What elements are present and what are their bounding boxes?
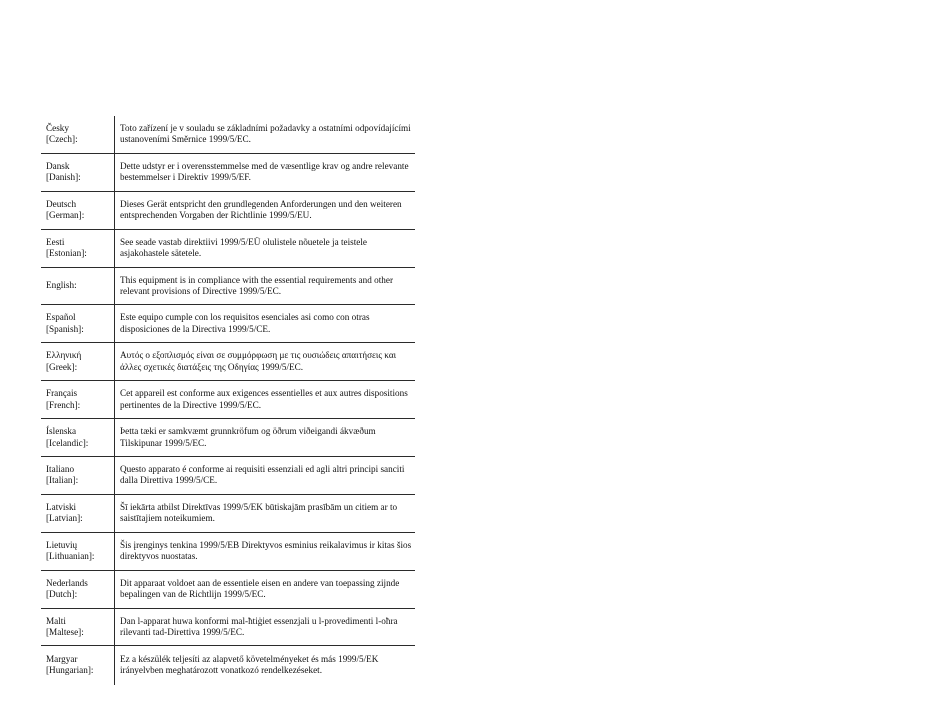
language-cell [46,230,112,267]
language-cell [46,192,112,229]
language-name: Malti [46,615,66,626]
language-english-name: [German]: [46,210,85,221]
declaration-cell [120,609,412,646]
language-english-name: [Italian]: [46,475,79,486]
declaration-cell [120,646,412,684]
declaration-text: Šī iekārta atbilst Direktīvas 1999/5/EK būtiskajām prasībām un citiem ar to saistītajiem noteikumiem. [120,501,398,524]
language-english-name: [Greek]: [46,361,78,372]
language-english-name: [Spanish]: [46,323,84,334]
declaration-text: Toto zařízení je v souladu se základními požadavky a ostatními odpovídajícími ustanoveními Směrnice 1999/5/EC. [120,122,411,145]
language-cell [46,533,112,570]
language-cell [46,495,112,532]
declaration-text: This equipment is in compliance with the essential requirements and other relevant provisions of Directive 1999/5/EC. [120,274,394,296]
table-row [41,305,415,343]
declaration-text: Questo apparato é conforme ai requisiti essenziali ed agli altri principi sanciti dalla Direttiva 1999/5/CE. [120,463,405,486]
table-row [41,571,415,609]
language-name: Ελληνική [46,350,82,361]
declaration-cell [120,154,412,191]
table-row [41,609,415,647]
language-cell [46,305,112,342]
declaration-cell [120,343,412,380]
language-cell [46,116,112,153]
language-name: Íslenska [46,426,77,437]
table-row [41,230,415,268]
language-name: Lietuvių [46,539,78,550]
language-english-name: [French]: [46,399,81,410]
language-cell [46,268,112,305]
declaration-cell [120,571,412,608]
language-name: Česky [46,122,69,133]
declaration-text: Dieses Gerät entspricht den grundlegenden Anforderungen und den weiteren entsprechenden Vorgaben der Richtlinie 1999/5/EU. [120,198,402,221]
language-cell [46,419,112,456]
language-name: Eesti [46,236,65,247]
declaration-cell [120,268,412,305]
declaration-text: Šis įrenginys tenkina 1999/5/EB Direktyvos esminius reikalavimus ir kitas šios direktyvos nuostatas. [120,539,412,562]
declaration-cell [120,230,412,267]
language-name: Dansk [46,160,70,171]
table-row [41,268,415,306]
declaration-table [41,116,415,685]
table-row [41,192,415,230]
declaration-cell [120,419,412,456]
language-english-name: [Danish]: [46,172,81,183]
declaration-cell [120,533,412,570]
language-english-name: [Estonian]: [46,248,87,259]
language-english-name: [Dutch]: [46,589,78,600]
declaration-cell [120,116,412,153]
declaration-cell [120,192,412,229]
language-name: Latviski [46,501,77,512]
language-english-name: [Hungarian]: [46,665,94,676]
declaration-cell [120,305,412,342]
declaration-text: Αυτός ο εξοπλισμός είναι σε συμμόρφωση με τις ουσιώδεις απαιτήσεις και άλλες σχετικές διατάξεις της Οδηγίας 1999/5/EC. [120,350,397,372]
table-row [41,343,415,381]
declaration-cell [120,381,412,418]
declaration-cell [120,495,412,532]
table-row [41,495,415,533]
language-english-name: [Latvian]: [46,513,83,524]
language-english-name: [Lithuanian]: [46,551,95,562]
declaration-text: Este equipo cumple con los requisitos esenciales asi como con otras disposiciones de la Directiva 1999/5/CE. [120,312,370,334]
language-name: Deutsch [46,198,77,209]
declaration-cell [120,457,412,494]
language-name: English: [46,280,77,291]
language-name: Français [46,388,78,399]
declaration-text: Dit apparaat voldoet aan de essentiele eisen en andere van toepassing zijnde bepalingen van de Richtlijn 1999/5/EC. [120,577,400,600]
declaration-text: Þetta tæki er samkvæmt grunnkröfum og öðrum viðeigandi ákvæðum Tilskipunar 1999/5/EC. [120,426,376,448]
language-cell [46,457,112,494]
language-name: Margyar [46,653,78,664]
declaration-text: Dan l-apparat huwa konformi mal-ħtiġiet essenzjali u l-provedimenti l-oħra rilevanti tad-Direttiva 1999/5/EC. [120,615,398,638]
table-row [41,533,415,571]
language-name: Nederlands [46,577,88,588]
language-name: Italiano [46,463,75,474]
table-row [41,457,415,495]
declaration-text: Cet appareil est conforme aux exigences essentielles et aux autres dispositions pertinentes de la Directive 1999/5/EC. [120,388,408,410]
language-english-name: [Czech]: [46,134,78,145]
table-row [41,646,415,684]
table-row [41,419,415,457]
table-row [41,116,415,154]
language-cell [46,609,112,646]
language-cell [46,571,112,608]
declaration-text: Dette udstyr er i overensstemmelse med de væsentlige krav og andre relevante bestemmelser i Direktiv 1999/5/EF. [120,160,409,183]
language-cell [46,646,112,684]
declaration-text: Ez a készülék teljesíti az alapvető követelményeket és más 1999/5/EK irányelvben meghatározott vonatkozó rendelkezéseket. [120,653,379,676]
language-name: Español [46,312,76,323]
table-row [41,154,415,192]
language-cell [46,154,112,191]
declaration-text: See seade vastab direktiivi 1999/5/EÜ olulistele nõuetele ja teistele asjakohastele sätetele. [120,236,367,259]
language-english-name: [Icelandic]: [46,437,89,448]
language-cell [46,381,112,418]
table-row [41,381,415,419]
language-english-name: [Maltese]: [46,627,84,638]
language-cell [46,343,112,380]
